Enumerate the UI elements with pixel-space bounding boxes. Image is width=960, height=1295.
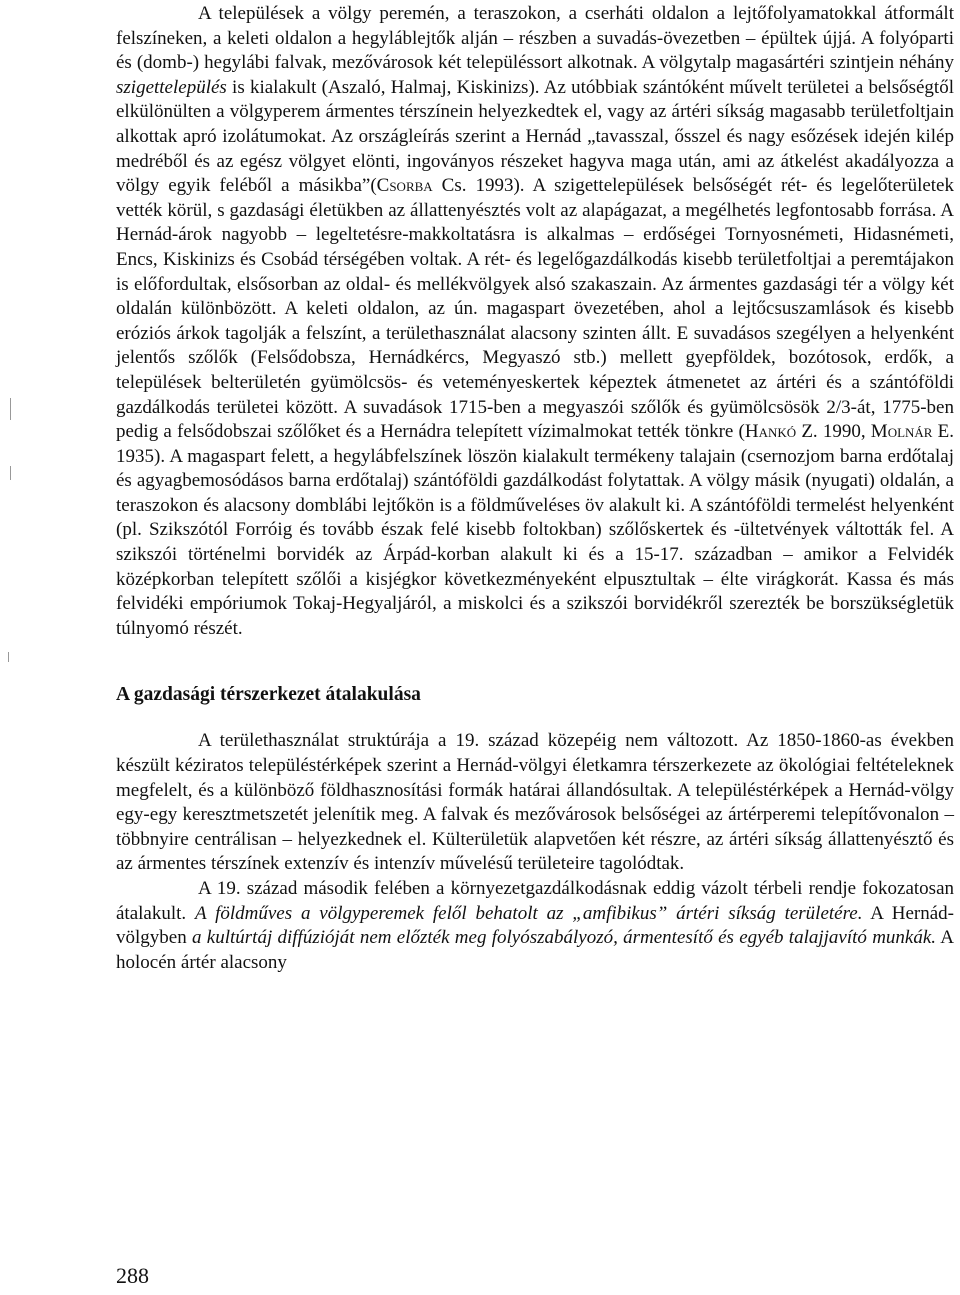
paragraph-text: Cs. 1993). A szigettelepülések belsőségét rét- és legelőterületek vették körül, s gazdasági életükben az állattenyésztés volt az alapágazat, a megélhetés legfontosabb forrása. A Hernád-árok nagyobb – legeltetésre-makkoltatásra is alkalmas – erdőségei Tornyosnémeti, Hidasnémeti, Encs, Kiskinizs és Csobád térségében voltak. A rét- és legelőgazdálkodás kisebb területfoltjai a peremtájakon is előfordultak, elsősorban az oldal- és mellékvölgyek alsó szakaszain. Az ármentes gazdasági tér a völgy két oldalán különbözött. A keleti oldalon, az ún. magaspart övezetében, ahol a lejtőcsuszamlások és kisebb eróziós árkok tagolják a felszínt, a területhasználat alacsony szinten állt. E suvadásos szegélyen a helyenként jelentős szőlők (Felsődobsza, Hernádkércs, Megyaszó stb.) mellett gyepföldek, bozótosok, erdők, a települések belterületén gyümölcsös- és veteményeskertek képeztek átmenetet az ártéri és a szántóföldi gazdálkodás területei között. A suvadások 1715-ben a megyaszói szőlők és gyümölcsösök 2/3-át, 1775-ben pedig a felsődobszai szőlőket és a Hernádra telepített vízimalmokat tették tönkre ( [116, 175, 954, 443]
paragraph-text: A 19. század második felében a környezetgazdálkodásnak eddig vázolt térbeli rendje fokozatosan átalakult. [116, 878, 954, 924]
italic-sentence: A földműves a völgyperemek felől behatolt az „amfibikus” ártéri síkság területére. [195, 902, 863, 924]
paragraph-text: Z. 1990, [796, 421, 871, 443]
italic-sentence: a kultúrtáj diffúzióját nem előzték meg folyószabályozó, ármentesítő és egyéb talajjavító munkák. [192, 927, 937, 949]
paragraph-text: A holocén ártér alacsony [116, 927, 954, 973]
scan-margin-mark [10, 398, 11, 420]
author-name: Hankó [744, 421, 797, 443]
body-paragraph [116, 877, 954, 975]
author-name: Csorba [376, 175, 433, 197]
section-heading: A gazdasági térszerkezet átalakulása [116, 684, 421, 706]
scan-margin-mark [8, 652, 9, 662]
paragraph-text: A települések a völgy peremén, a teraszokon, a cserháti oldalon a lejtőfolyamatokkal átformált felszíneken, a keleti oldalon a hegyláblejtők alján – részben a suvadás-övezetben – épültek újjá. A folyóparti és (domb-) hegylábi falvak, mezővárosok két településsort alkotnak. A völgytalp magasártéri szintjein néhány [116, 3, 954, 74]
scan-margin-mark [10, 466, 11, 480]
paragraph-text: is kialakult (Aszaló, Halmaj, Kiskinizs). Az utóbbiak szántóként művelt területei a belsőségtől elkülönülten a völgyperem ármentes térszínein helyezkedtek el, vagy az ártéri síkság magasabb területfoltjain alkottak apró izolátumokat. Az országleírás szerint a Hernád „tavasszal, ősszel és nagy esőzések idején kilép medréből és az egész völgyet elönti, ingoványos részeket hagyva maga után, ami az átkelést akadályozza a völgy egyik feléből a másikba”( [116, 76, 954, 197]
page-number: 288 [116, 1263, 149, 1288]
body-paragraph: A területhasználat struktúrája a 19. század közepéig nem változott. Az 1850-1860-as években készült kéziratos településtérképek szerint a Hernád-völgyi életkamra térszerkezete az ökológiai feltételeknek megfelelt, és a különböző földhasznosítási formák határai állandósultak. A településtérképek a Hernád-völgy egy-egy keresztmetszetét jelenítik meg. A falvak és mezővárosok belsőségei az ártérperemi telepítővonalon – többnyire centrálisan – helyezkednek el. Külterületük alapvetően két részre, az ártéri síkság állattenyésztő és az ármentes térszínek extenzív és intenzív művelésű területeire tagolódtak. [116, 730, 954, 875]
paragraph-text: E. 1935). A magaspart felett, a hegylábfelszínek löszön kialakult termékeny talajain (csernozjom barna erdőtalaj és agyagbemosódásos barna erdőtalaj) szántóföldi gazdálkodást folytattak. A völgy másik (nyugati) oldalán, a teraszokon és alacsony domblábi lejtőkön is a földműveléses öv alakult ki. A szántóföldi termelést helyenként (pl. Szikszótól Forróig és tovább észak felé kisebb foltokban) szőlőskertek és -ültetvények váltották fel. A szikszói történelmi borvidék az Árpád-korban alakult ki és a 15-17. században – amikor a Felvidék középkorban telepített szőlői a kisjégkor következményeként elpusztultak – élte virágkorát. Kassa és más felvidéki empóriumok Tokaj-Hegyaljáról, a miskolci és a szikszói borvidékről szerezték be borszükségletük túlnyomó részét. [116, 421, 955, 639]
body-paragraph [116, 2, 954, 641]
document-page [116, 2, 954, 975]
italic-term: szigettelepülés [116, 76, 227, 98]
paragraph-text: A Hernád-völgyben [116, 902, 954, 949]
author-name: Molnár [870, 421, 933, 443]
